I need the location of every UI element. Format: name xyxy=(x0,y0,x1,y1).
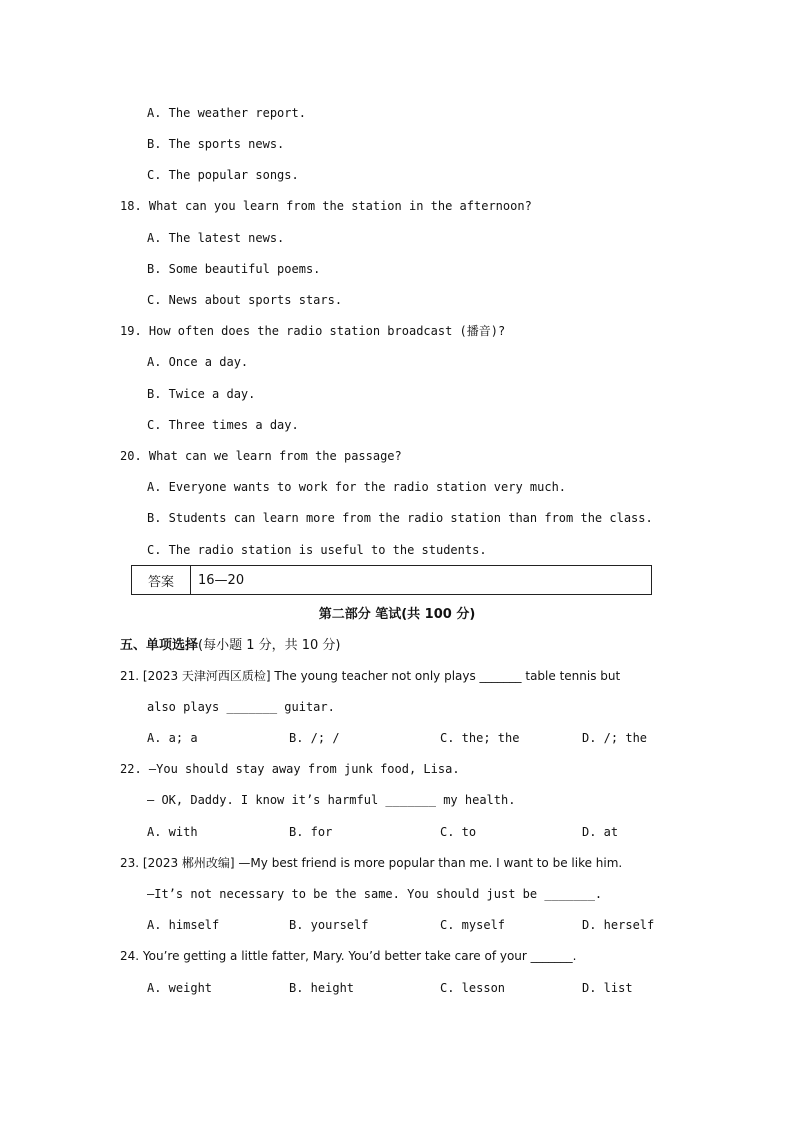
q17-option-b: B. The sports news. xyxy=(147,137,285,151)
q24-option-a: A. weight xyxy=(147,981,213,995)
q22-option-d: D. at xyxy=(582,825,619,839)
q20-option-b: B. Students can learn more from the radio station than from the class. xyxy=(147,511,653,525)
q23-option-c: C. myself xyxy=(440,918,506,932)
section-five-heading-rest: (每小题 1 分，共 10 分) xyxy=(198,638,341,653)
q21-stem-line2: also plays _______ guitar. xyxy=(147,700,335,714)
q21-option-a: A. a; a xyxy=(147,731,198,745)
q23-option-b: B. yourself xyxy=(289,918,369,932)
q23-stem-line2: —It’s not necessary to be the same. You should just be _______. xyxy=(147,887,603,901)
q20-stem: 20. What can we learn from the passage? xyxy=(120,449,402,463)
q20-option-a: A. Everyone wants to work for the radio station very much. xyxy=(147,480,567,494)
q17-option-a: A. The weather report. xyxy=(147,106,306,120)
section-five-heading xyxy=(120,634,341,653)
q24-option-c: C. lesson xyxy=(440,981,506,995)
q19-option-a: A. Once a day. xyxy=(147,355,249,369)
part-two-title: 第二部分 笔试(共 100 分) xyxy=(318,607,476,622)
q19-stem: 19. How often does the radio station broadcast (播音)? xyxy=(120,324,506,338)
q22-option-c: C. to xyxy=(440,825,477,839)
q23-option-d: D. herself xyxy=(582,918,655,932)
q22-stem-line1: 22. —You should stay away from junk food, Lisa. xyxy=(120,762,460,776)
q24-option-d: D. list xyxy=(582,981,633,995)
q21-option-d: D. /; the xyxy=(582,731,648,745)
q24-option-b: B. height xyxy=(289,981,355,995)
q19-option-b: B. Twice a day. xyxy=(147,387,256,401)
q21-option-c: C. the; the xyxy=(440,731,520,745)
q22-stem-line2: — OK, Daddy. I know it’s harmful _______ my health. xyxy=(147,793,516,807)
q23-option-a: A. himself xyxy=(147,918,220,932)
q17-option-c: C. The popular songs. xyxy=(147,168,299,182)
q24-stem: 24. You’re getting a little fatter, Mary. You’d better take care of your _______. xyxy=(120,949,577,963)
q18-option-a: A. The latest news. xyxy=(147,231,285,245)
q23-stem-line1: 23. [2023 郴州改编] —My best friend is more popular than me. I want to be like him. xyxy=(120,856,623,870)
answer-box xyxy=(131,565,652,595)
q21-option-b: B. /; / xyxy=(289,731,340,745)
q18-stem: 18. What can you learn from the station in the afternoon? xyxy=(120,199,532,213)
section-five-heading-bold: 五、单项选择 xyxy=(120,638,199,653)
q22-option-a: A. with xyxy=(147,825,198,839)
q18-option-b: B. Some beautiful poems. xyxy=(147,262,321,276)
q18-option-c: C. News about sports stars. xyxy=(147,293,343,307)
q19-option-c: C. Three times a day. xyxy=(147,418,299,432)
q22-option-b: B. for xyxy=(289,825,333,839)
answer-value[interactable]: 16—20 xyxy=(198,572,245,588)
answer-label: 答案 xyxy=(132,566,191,594)
q21-stem-line1: 21. [2023 天津河西区质检] The young teacher not only plays _______ table tennis but xyxy=(120,669,621,683)
q20-option-c: C. The radio station is useful to the students. xyxy=(147,543,487,557)
